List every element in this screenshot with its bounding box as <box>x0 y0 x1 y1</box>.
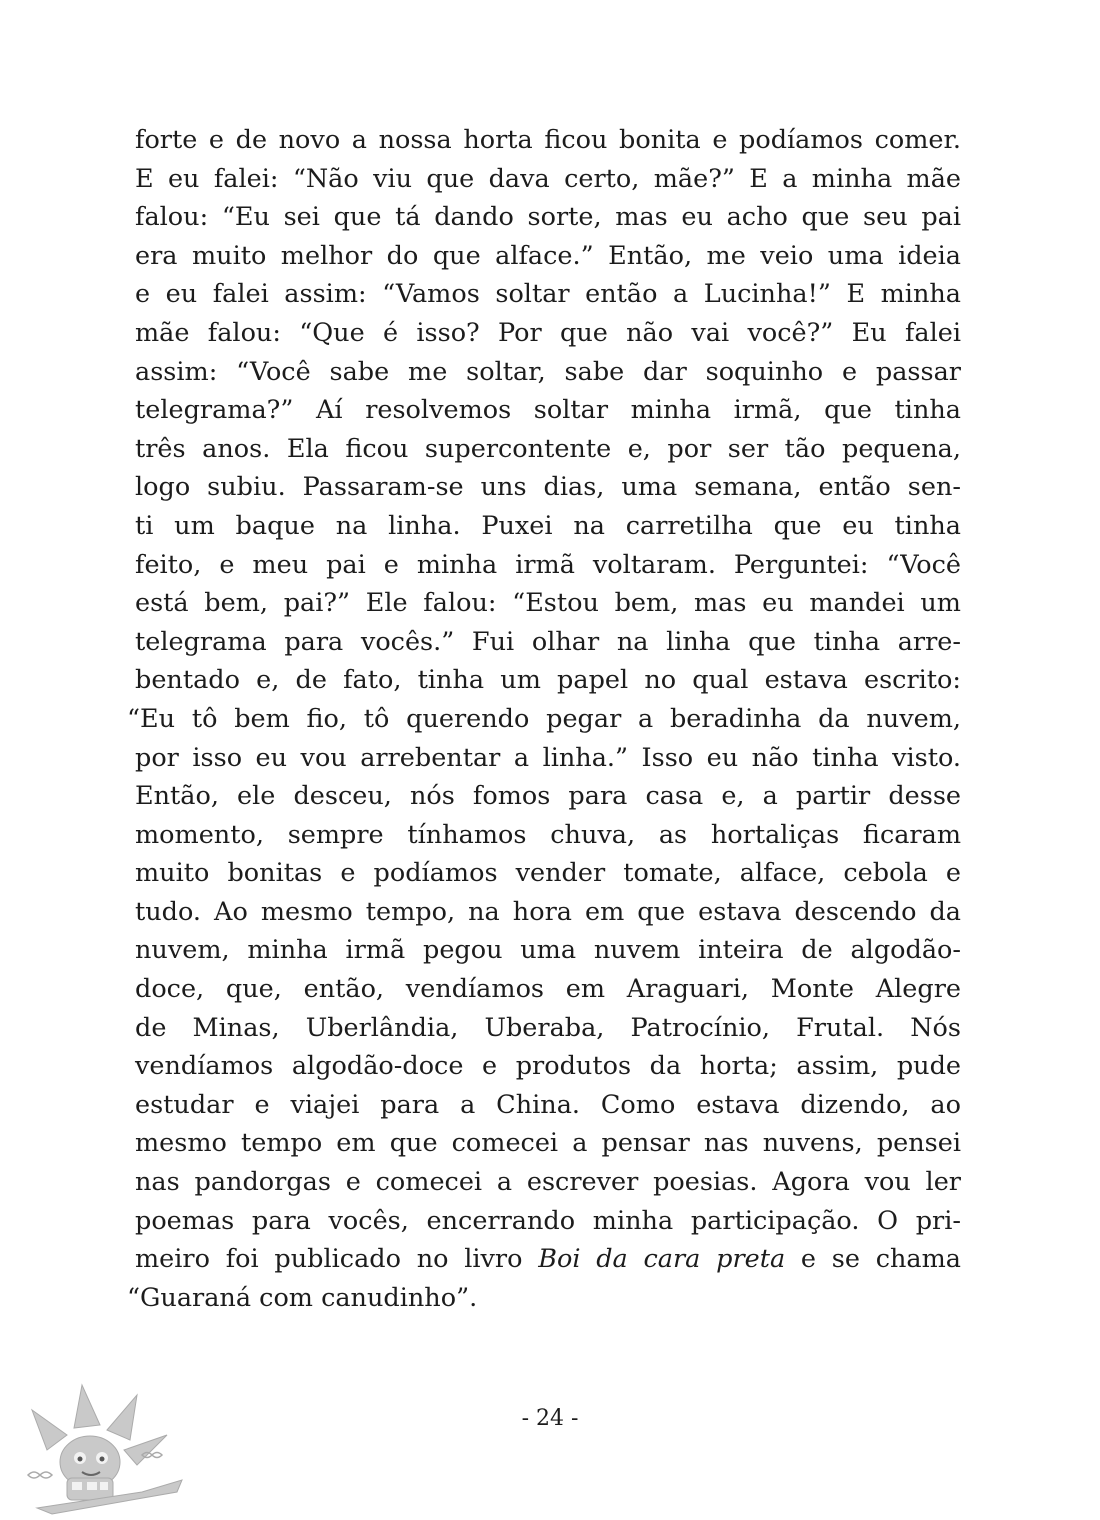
text-line: muito bonitas e podíamos vender tomate, alface, cebola e <box>135 858 961 889</box>
text-line: tudo. Ao mesmo tempo, na hora em que estava descendo da <box>135 896 961 927</box>
text-line: vendíamos algodão-doce e produtos da horta; assim, pude <box>135 1051 961 1082</box>
text-line: está bem, pai?” Ele falou: “Estou bem, mas eu mandei um <box>135 588 961 619</box>
body-text <box>127 121 961 1317</box>
text-line: assim: “Você sabe me soltar, sabe dar soquinho e passar <box>135 356 961 387</box>
text-line: “Eu tô bem fio, tô querendo pegar a beradinha da nuvem, <box>127 703 961 734</box>
text-line: bentado e, de fato, tinha um papel no qual estava escrito: <box>135 665 961 696</box>
jester-mascot-icon <box>12 1380 192 1515</box>
text-line-last: “Guaraná com canudinho”. <box>127 1282 478 1313</box>
text-line: doce, que, então, vendíamos em Araguari, Monte Alegre <box>135 974 961 1005</box>
text-line: telegrama?” Aí resolvemos soltar minha irmã, que tinha <box>135 395 961 426</box>
text-line: de Minas, Uberlândia, Uberaba, Patrocínio, Frutal. Nós <box>135 1012 961 1043</box>
text-line: mesmo tempo em que comecei a pensar nas nuvens, pensei <box>135 1128 961 1159</box>
text-line: momento, sempre tínhamos chuva, as hortaliças ficaram <box>135 819 961 850</box>
text-line: ti um baque na linha. Puxei na carretilha que eu tinha <box>135 510 961 541</box>
text-line: estudar e viajei para a China. Como estava dizendo, ao <box>135 1089 961 1120</box>
text-segment: meiro foi publicado no livro <box>135 1244 539 1275</box>
text-line: logo subiu. Passaram-se uns dias, uma semana, então sen- <box>135 472 961 503</box>
text-line: era muito melhor do que alface.” Então, me veio uma ideia <box>135 240 961 271</box>
text-segment: e se chama <box>785 1244 961 1275</box>
text-line: poemas para vocês, encerrando minha participação. O pri- <box>135 1205 961 1236</box>
text-line: E eu falei: “Não viu que dava certo, mãe?” E a minha mãe <box>135 163 961 194</box>
book-title: Boi da cara preta <box>538 1244 786 1275</box>
text-line: feito, e meu pai e minha irmã voltaram. Perguntei: “Você <box>135 549 961 580</box>
text-line: por isso eu vou arrebentar a linha.” Isso eu não tinha visto. <box>135 742 961 773</box>
text-line: Então, ele desceu, nós fomos para casa e, a partir desse <box>135 781 961 812</box>
text-line-with-book-title <box>135 1240 961 1279</box>
text-line: três anos. Ela ficou supercontente e, por ser tão pequena, <box>135 433 961 464</box>
text-line: nuvem, minha irmã pegou uma nuvem inteira de algodão- <box>135 935 961 966</box>
text-line: nas pandorgas e comecei a escrever poesias. Agora vou ler <box>135 1167 961 1198</box>
page-number: - 24 - <box>521 1406 579 1431</box>
text-line: mãe falou: “Que é isso? Por que não vai você?” Eu falei <box>135 317 961 348</box>
text-line: e eu falei assim: “Vamos soltar então a Lucinha!” E minha <box>135 279 961 310</box>
text-line: falou: “Eu sei que tá dando sorte, mas eu acho que seu pai <box>135 202 961 233</box>
text-line: telegrama para vocês.” Fui olhar na linha que tinha arre- <box>135 626 961 657</box>
text-line: forte e de novo a nossa horta ficou bonita e podíamos comer. <box>135 125 961 155</box>
